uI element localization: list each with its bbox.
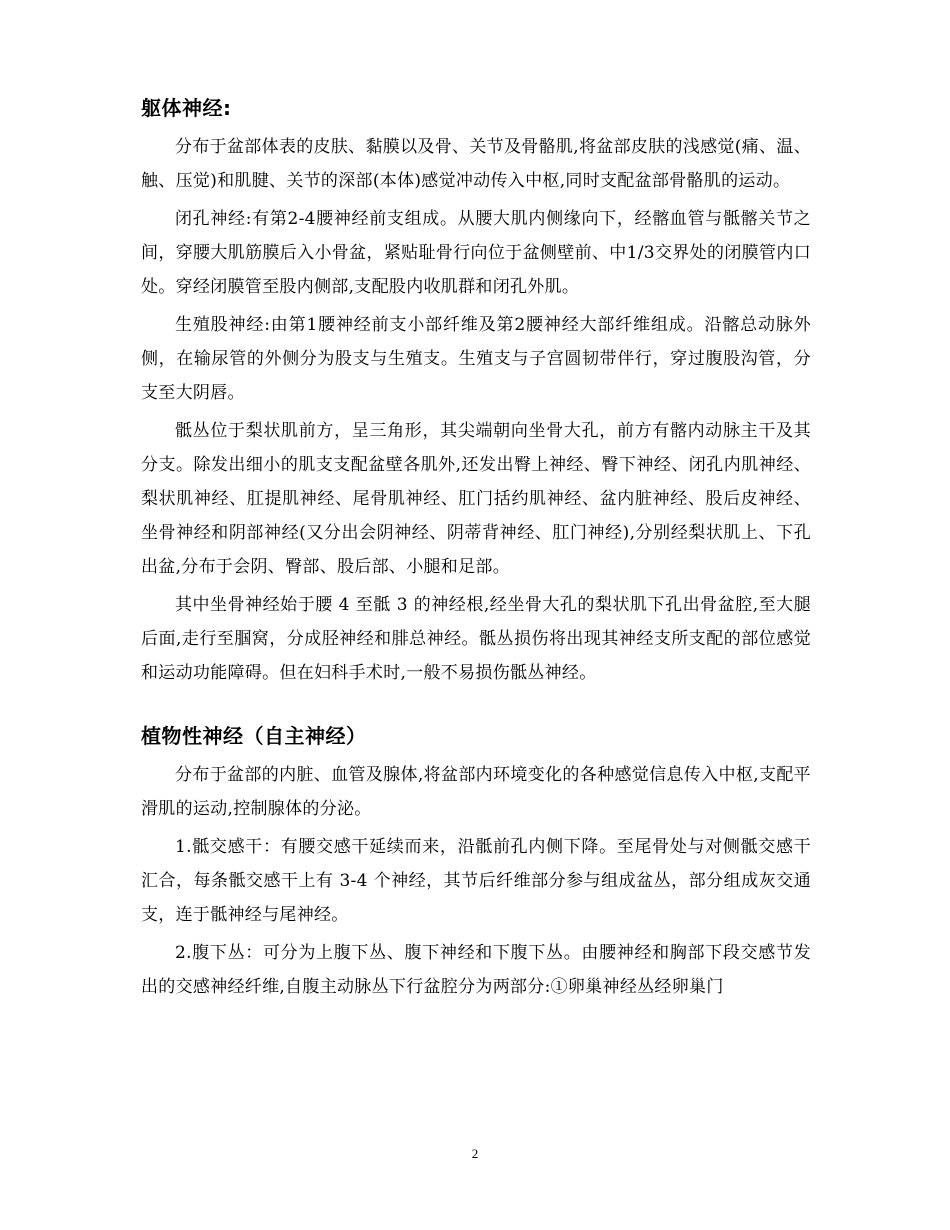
page-number: 2 — [471, 1146, 479, 1161]
paragraph-sacral-plexus: 骶丛位于梨状肌前方，呈三角形，其尖端朝向坐骨大孔，前方有髂内动脉主干及其分支。除发出细小的肌支支配盆壁各肌外,还发出臀上神经、臀下神经、闭孔内肌神经、梨状肌神经、肛提肌神经、尾骨肌神经、肛门括约肌神经、盆内脏神经、股后皮神经、坐骨神经和阴部神经(又分出会阴神经、阴蒂背神经、肛门神经),分别经梨状肌上、下孔出盆,分布于会阴、臀部、股后部、小腿和足部。 — [141, 421, 811, 577]
paragraph-obturator-nerve: 闭孔神经:有第2-4腰神经前支组成。从腰大肌内侧缘向下，经髂血管与骶髂关节之间，穿腰大肌筋膜后入小骨盆，紧贴耻骨行向位于盆侧壁前、中1/3交界处的闭膜管内口处。穿经闭膜管至股内侧部,支配股内收肌群和闭孔外肌。 — [141, 209, 811, 297]
page-content — [141, 90, 811, 1008]
paragraph-sciatic-nerve: 其中坐骨神经始于腰 4 至骶 3 的神经根,经坐骨大孔的梨状肌下孔出骨盆腔,至大腿后面,走行至腘窝，分成胫神经和腓总神经。骶丛损伤将出现其神经支所支配的部位感觉和运动功能障碍。但在妇科手术时,一般不易损伤骶丛神经。 — [141, 595, 811, 683]
section-heading-somatic-nerves: 躯体神经: — [141, 96, 232, 120]
paragraph-autonomic-intro: 分布于盆部的内脏、血管及腺体,将盆部内环境变化的各种感觉信息传入中枢,支配平滑肌的运动,控制腺体的分泌。 — [141, 765, 811, 819]
section-heading-autonomic-nerves: 植物性神经（自主神经） — [141, 724, 367, 748]
paragraph-hypogastric-plexus: 2.腹下丛：可分为上腹下丛、腹下神经和下腹下丛。由腰神经和胸部下段交感节发出的交感神经纤维,自腹主动脉丛下行盆腔分为两部分:①卵巢神经丛经卵巢门 — [141, 943, 811, 997]
paragraph-sacral-sympathetic-trunk: 1.骶交感干：有腰交感干延续而来，沿骶前孔内侧下降。至尾骨处与对侧骶交感干汇合，每条骶交感干上有 3-4 个神经，其节后纤维部分参与组成盆丛，部分组成灰交通支，连于骶神经与尾神经。 — [141, 837, 811, 925]
paragraph-genitofemoral-nerve: 生殖股神经:由第1腰神经前支小部纤维及第2腰神经大部纤维组成。沿髂总动脉外侧，在输尿管的外侧分为股支与生殖支。生殖支与子宫圆韧带伴行，穿过腹股沟管，分支至大阴唇。 — [141, 315, 811, 403]
paragraph-somatic-intro: 分布于盆部体表的皮肤、黏膜以及骨、关节及骨骼肌,将盆部皮肤的浅感觉(痛、温、触、压觉)和肌腱、关节的深部(本体)感觉冲动传入中枢,同时支配盆部骨骼肌的运动。 — [141, 137, 811, 191]
